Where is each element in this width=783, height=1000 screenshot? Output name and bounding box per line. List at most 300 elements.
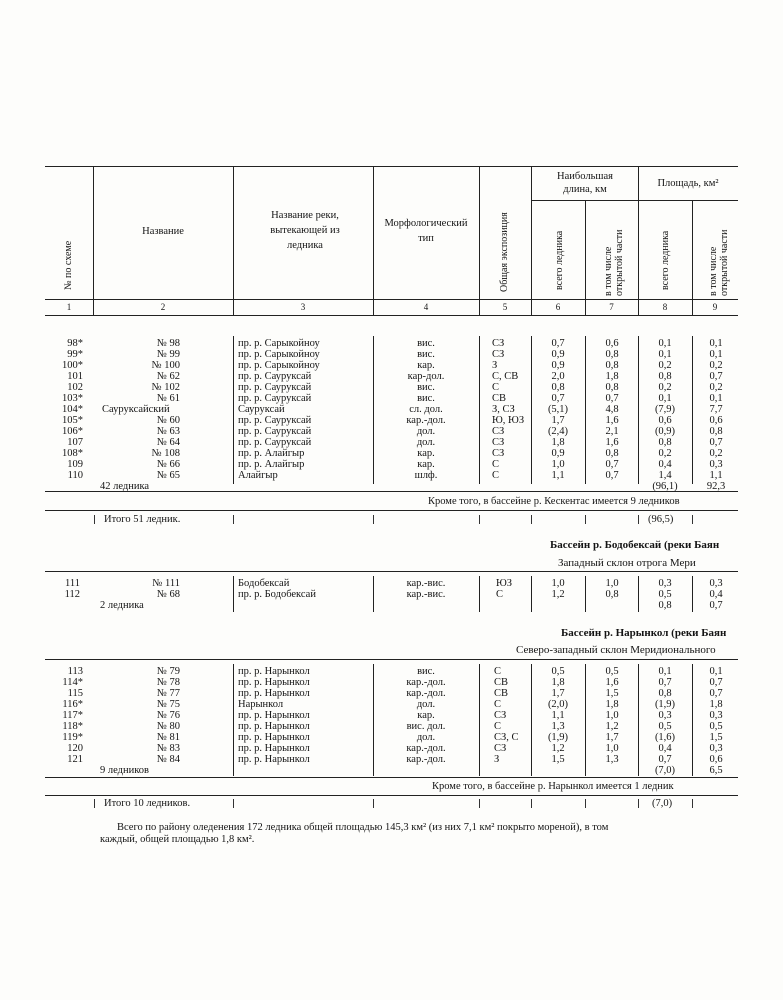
body-divider-4: [479, 664, 480, 776]
body-divider-5: [531, 664, 532, 776]
table-cell: вис.: [417, 393, 435, 404]
table-cell: 1,1: [709, 470, 723, 481]
column-number: 9: [712, 302, 718, 312]
footer-line-2: каждый, общей площадью 1,8 км².: [100, 834, 255, 845]
table-cell: 103*: [62, 393, 83, 404]
table-cell: 1,2: [605, 721, 619, 732]
table-cell: кар.-вис.: [406, 589, 446, 600]
table-cell: С: [494, 666, 502, 677]
s3-note-rule: [45, 777, 738, 778]
table-cell: 1,2: [551, 743, 565, 754]
table-cell: 1,6: [605, 437, 619, 448]
table-cell: пр. р. Сарыкойноу: [238, 338, 320, 349]
table-cell: 1,8: [605, 699, 619, 710]
table-cell: пр. р. Алайгыр: [238, 448, 305, 459]
s3-col-river: [238, 666, 370, 765]
body-divider-6: [585, 336, 586, 484]
table-cell: 102: [67, 382, 83, 393]
table-cell: 121: [67, 754, 83, 765]
table-cell: 0,9: [551, 349, 565, 360]
s2-col-exposure: [496, 578, 530, 600]
s2-col-area-total: [640, 578, 690, 611]
table-cell: № 108: [151, 448, 180, 459]
table-cell: СЗ, С: [494, 732, 519, 743]
table-cell: пр. р. Нарынкол: [238, 666, 310, 677]
table-cell: (1,6): [654, 732, 676, 743]
s2-col-length-open: [587, 578, 637, 600]
table-cell: С, СВ: [492, 371, 519, 382]
body-divider-7: [638, 336, 639, 484]
table-cell: кар.-дол.: [406, 688, 446, 699]
column-number: 8: [662, 302, 668, 312]
area-group-rule: [638, 200, 738, 201]
s2-col-type: [376, 578, 476, 600]
table-cell: № 100: [151, 360, 180, 371]
table-cell: № 61: [156, 393, 180, 404]
table-cell: 0,8: [709, 426, 723, 437]
body-divider-4: [479, 336, 480, 484]
s1-col-length-open: [587, 338, 637, 481]
table-cell: № 63: [156, 426, 180, 437]
table-cell: 0,1: [658, 393, 672, 404]
body-divider-2: [233, 664, 234, 776]
total-tick: [585, 799, 586, 808]
table-cell: Сауруксайский: [102, 404, 170, 415]
table-cell: 109: [67, 459, 83, 470]
total-tick: [373, 515, 374, 524]
header-area-total: всего ледника: [660, 230, 671, 290]
table-cell: 1,0: [551, 459, 565, 470]
header-number: № по схеме: [63, 240, 74, 290]
table-cell: С: [494, 699, 502, 710]
s3-total-label: Итого 10 ледников.: [104, 798, 191, 809]
table-cell: 1,4: [658, 470, 672, 481]
s2-rule: [45, 571, 738, 572]
s1-col-area-open: [694, 338, 738, 492]
table-cell: № 65: [156, 470, 180, 481]
column-number: 6: [555, 302, 561, 312]
table-cell: 0,1: [709, 666, 723, 677]
table-cell: 0,7: [658, 677, 672, 688]
s3-subtitle: Северо-западный склон Меридионального: [516, 644, 716, 656]
body-divider-6: [585, 576, 586, 612]
table-cell: дол.: [416, 437, 436, 448]
table-cell: 0,7: [551, 393, 565, 404]
s3-total-area: (7,0): [652, 798, 673, 809]
s3-col-area-open: [694, 666, 738, 776]
table-cell: вис.: [417, 349, 435, 360]
header-length-total: всего ледника: [554, 230, 565, 290]
table-cell: 0,3: [709, 710, 723, 721]
table-cell: (5,1): [547, 404, 569, 415]
table-cell: 1,5: [605, 688, 619, 699]
table-cell: 0,1: [709, 349, 723, 360]
table-cell: 1,8: [551, 677, 565, 688]
table-cell: 106*: [62, 426, 83, 437]
s3-col-exposure: [494, 666, 530, 765]
table-cell: № 66: [156, 459, 180, 470]
table-cell: 1,0: [605, 578, 619, 589]
s1-col-exposure: [492, 338, 530, 481]
table-cell: вис.: [417, 382, 435, 393]
table-cell: пр. р. Бодобексай: [238, 589, 316, 600]
body-divider-3: [373, 336, 374, 484]
table-cell: 1,1: [551, 470, 565, 481]
table-cell: З, СЗ: [492, 404, 515, 415]
body-divider-5: [531, 576, 532, 612]
total-tick: [94, 515, 95, 524]
body-divider-8: [692, 576, 693, 612]
table-cell: вис. дол.: [406, 721, 446, 732]
table-cell: 1,5: [709, 732, 723, 743]
table-cell: 119*: [62, 732, 83, 743]
table-cell: 0,8: [605, 448, 619, 459]
table-cell: вис.: [417, 666, 435, 677]
s1-note: Кроме того, в бассейне р. Кескентас имеется 9 ледников: [428, 496, 680, 507]
table-cell: № 75: [156, 699, 180, 710]
table-cell: пр. р. Сауруксай: [238, 437, 312, 448]
table-cell: СЗ: [492, 338, 505, 349]
table-cell: № 111: [152, 578, 180, 589]
table-cell: пр. р. Сауруксай: [238, 382, 312, 393]
table-cell: пр. р. Сауруксай: [238, 393, 312, 404]
header-area-open: в том числе открытой части: [708, 229, 730, 296]
table-cell: (96,1): [652, 481, 678, 492]
table-cell: 1,0: [605, 710, 619, 721]
col-divider-1: [93, 166, 94, 315]
body-divider-8: [692, 336, 693, 484]
table-cell: 110: [67, 470, 83, 481]
s3-col-area-total: [640, 666, 690, 776]
s2-col-length-total: [533, 578, 583, 600]
s2-col-number: [50, 578, 80, 600]
s3-col-name: [96, 666, 180, 765]
table-cell: 0,4: [709, 589, 723, 600]
total-tick: [531, 799, 532, 808]
col-divider-2: [233, 166, 234, 315]
table-cell: 101: [67, 371, 83, 382]
table-cell: 0,6: [709, 754, 723, 765]
table-cell: 1,2: [551, 589, 565, 600]
table-cell: СЗ: [494, 710, 507, 721]
col-divider-7: [638, 166, 639, 315]
table-cell: Алайгыр: [238, 470, 278, 481]
table-cell: 0,5: [551, 666, 565, 677]
table-cell: 0,7: [709, 600, 723, 611]
total-tick: [692, 515, 693, 524]
table-cell: 112: [64, 589, 80, 600]
table-cell: № 81: [156, 732, 180, 743]
table-cell: С: [496, 589, 504, 600]
column-number: 4: [423, 302, 429, 312]
s2-col-area-open: [694, 578, 738, 611]
table-cell: пр. р. Нарынкол: [238, 732, 310, 743]
total-tick: [531, 515, 532, 524]
table-cell: 1,3: [551, 721, 565, 732]
table-cell: пр. р. Сауруксай: [238, 426, 312, 437]
table-cell: № 83: [156, 743, 180, 754]
table-cell: пр. р. Сауруксай: [238, 415, 312, 426]
table-cell: 1,7: [551, 415, 565, 426]
table-cell: 111: [65, 578, 80, 589]
table-cell: 105*: [62, 415, 83, 426]
table-cell: сл. дол.: [409, 404, 443, 415]
body-divider-3: [373, 576, 374, 612]
table-cell: 108*: [62, 448, 83, 459]
s2-col-name: [96, 578, 180, 600]
s1-total-label: Итого 51 ледник.: [104, 514, 181, 525]
table-cell: 99*: [67, 349, 83, 360]
table-cell: 2,1: [605, 426, 619, 437]
total-tick: [233, 799, 234, 808]
table-cell: 0,8: [605, 382, 619, 393]
table-cell: 0,5: [658, 589, 672, 600]
col-divider-5: [531, 166, 532, 315]
total-tick: [479, 799, 480, 808]
table-cell: 116*: [62, 699, 83, 710]
s1-col-name: [96, 338, 180, 481]
table-cell: 0,1: [658, 349, 672, 360]
table-cell: кар.-дол.: [406, 754, 446, 765]
header-top-rule: [45, 166, 738, 167]
table-cell: 1,6: [605, 677, 619, 688]
table-cell: 0,1: [658, 338, 672, 349]
table-cell: СЗ: [492, 426, 505, 437]
table-cell: 0,3: [709, 743, 723, 754]
table-cell: вис.: [417, 338, 435, 349]
body-divider-4: [479, 576, 480, 612]
table-cell: № 68: [156, 589, 180, 600]
header-area-group: Площадь, км²: [657, 178, 719, 189]
s3-col-number: [50, 666, 83, 765]
table-cell: 0,3: [658, 710, 672, 721]
col-divider-8: [692, 200, 693, 315]
table-cell: № 60: [156, 415, 180, 426]
body-divider-6: [585, 664, 586, 776]
table-cell: 7,7: [709, 404, 723, 415]
body-divider-7: [638, 576, 639, 612]
table-cell: С: [494, 721, 502, 732]
table-cell: № 76: [156, 710, 180, 721]
total-tick: [373, 799, 374, 808]
table-cell: 92,3: [706, 481, 726, 492]
table-cell: 0,2: [709, 360, 723, 371]
table-cell: 0,2: [709, 448, 723, 459]
table-cell: № 98: [156, 338, 180, 349]
table-cell: пр. р. Алайгыр: [238, 459, 305, 470]
total-tick: [692, 799, 693, 808]
table-cell: 113: [67, 666, 83, 677]
table-cell: кар.-дол.: [406, 743, 446, 754]
body-divider-5: [531, 336, 532, 484]
column-number-rule: [45, 315, 738, 316]
table-cell: дол.: [416, 732, 436, 743]
s3-title: Бассейн р. Нарынкол (реки Баян: [561, 627, 727, 639]
table-cell: С: [492, 459, 500, 470]
table-cell: 1,0: [605, 743, 619, 754]
table-cell: № 84: [156, 754, 180, 765]
s1-col-number: [50, 338, 83, 481]
table-cell: (2,4): [547, 426, 569, 437]
table-cell: 0,9: [551, 360, 565, 371]
header-length-group: Наибольшая длина, км: [557, 171, 613, 195]
total-tick: [233, 515, 234, 524]
table-cell: 98*: [67, 338, 83, 349]
s3-rule: [45, 659, 738, 660]
table-cell: 0,7: [709, 677, 723, 688]
table-cell: 0,3: [658, 578, 672, 589]
s1-summary-label: 42 ледника: [100, 481, 150, 492]
table-cell: 0,6: [709, 415, 723, 426]
total-tick: [638, 799, 639, 808]
s3-col-type: [376, 666, 476, 765]
table-cell: 0,7: [605, 393, 619, 404]
table-cell: 0,1: [709, 338, 723, 349]
table-cell: кар.: [417, 360, 435, 371]
table-cell: 115: [67, 688, 83, 699]
table-cell: 0,1: [658, 666, 672, 677]
table-cell: 0,8: [658, 600, 672, 611]
total-tick: [479, 515, 480, 524]
table-cell: № 64: [156, 437, 180, 448]
table-cell: 1,8: [709, 699, 723, 710]
table-cell: 117*: [62, 710, 83, 721]
table-cell: (2,0): [547, 699, 569, 710]
table-cell: 1,6: [605, 415, 619, 426]
table-cell: 2,0: [551, 371, 565, 382]
table-cell: 1,3: [605, 754, 619, 765]
table-cell: пр. р. Нарынкол: [238, 710, 310, 721]
table-cell: пр. р. Сауруксай: [238, 371, 312, 382]
header-morph-type: Морфологический тип: [384, 218, 468, 244]
table-cell: СВ: [494, 688, 509, 699]
table-cell: СВ: [492, 393, 507, 404]
table-cell: З: [494, 754, 500, 765]
table-cell: 1,5: [551, 754, 565, 765]
table-cell: 0,5: [658, 721, 672, 732]
table-cell: 0,7: [709, 688, 723, 699]
table-cell: 0,4: [658, 743, 672, 754]
table-cell: (7,9): [654, 404, 676, 415]
s1-col-length-total: [533, 338, 583, 481]
s1-col-river: [238, 338, 370, 481]
table-cell: № 80: [156, 721, 180, 732]
table-cell: кар.-вис.: [406, 578, 446, 589]
body-divider-2: [233, 336, 234, 484]
total-tick: [638, 515, 639, 524]
column-number: 3: [300, 302, 306, 312]
table-cell: 0,3: [709, 578, 723, 589]
s3-summary-label: 9 ледников: [100, 765, 149, 776]
table-cell: кар.: [417, 448, 435, 459]
body-divider-7: [638, 664, 639, 776]
table-cell: (1,9): [654, 699, 676, 710]
table-cell: 1,8: [551, 437, 565, 448]
header-exposure: Общая экспозиция: [499, 212, 510, 292]
table-cell: 1,7: [551, 688, 565, 699]
table-cell: 1,7: [605, 732, 619, 743]
total-tick: [94, 799, 95, 808]
s2-summary-label: 2 ледника: [100, 600, 144, 611]
s1-total-rule: [45, 510, 738, 511]
table-cell: СВ: [494, 677, 509, 688]
s2-col-river: [238, 578, 370, 600]
s1-col-type: [376, 338, 476, 481]
table-cell: СЗ: [492, 349, 505, 360]
header-river: Название реки, вытекающей из ледника: [270, 210, 340, 251]
table-cell: 0,1: [709, 393, 723, 404]
table-cell: С: [492, 470, 500, 481]
table-cell: 0,7: [658, 754, 672, 765]
s1-col-area-total: [640, 338, 690, 492]
table-cell: 0,2: [709, 382, 723, 393]
table-cell: 6,5: [709, 765, 723, 776]
table-cell: Ю, ЮЗ: [492, 415, 525, 426]
col-divider-3: [373, 166, 374, 315]
s3-note: Кроме того, в бассейне р. Нарынкол имеется 1 ледник: [432, 781, 674, 792]
column-number: 2: [160, 302, 166, 312]
table-cell: № 62: [156, 371, 180, 382]
table-cell: 0,4: [658, 459, 672, 470]
table-cell: З: [492, 360, 498, 371]
table-cell: № 77: [156, 688, 180, 699]
table-cell: 120: [67, 743, 83, 754]
table-cell: С: [492, 382, 500, 393]
table-cell: 0,2: [658, 448, 672, 459]
table-cell: СЗ: [494, 743, 507, 754]
table-cell: 1,8: [605, 371, 619, 382]
table-cell: Бодобексай: [238, 578, 290, 589]
table-cell: 0,8: [658, 437, 672, 448]
table-cell: 0,7: [605, 470, 619, 481]
table-cell: 0,9: [551, 448, 565, 459]
table-cell: пр. р. Нарынкол: [238, 688, 310, 699]
table-cell: пр. р. Нарынкол: [238, 721, 310, 732]
total-tick: [585, 515, 586, 524]
table-cell: ЮЗ: [496, 578, 513, 589]
table-cell: пр. р. Сарыкойноу: [238, 360, 320, 371]
table-cell: 0,2: [658, 382, 672, 393]
table-cell: (0,9): [654, 426, 676, 437]
table-cell: № 99: [156, 349, 180, 360]
table-cell: 0,5: [605, 666, 619, 677]
table-cell: 1,0: [551, 578, 565, 589]
table-cell: № 78: [156, 677, 180, 688]
table-cell: (7,0): [654, 765, 676, 776]
table-cell: дол.: [416, 699, 436, 710]
table-cell: дол.: [416, 426, 436, 437]
table-cell: 114*: [62, 677, 83, 688]
s3-col-length-total: [533, 666, 583, 765]
table-cell: 0,8: [551, 382, 565, 393]
table-cell: 0,8: [605, 360, 619, 371]
table-cell: 0,8: [658, 371, 672, 382]
table-cell: пр. р. Сарыкойноу: [238, 349, 320, 360]
table-cell: пр. р. Нарынкол: [238, 743, 310, 754]
table-cell: пр. р. Нарынкол: [238, 677, 310, 688]
table-cell: кар-дол.: [407, 371, 445, 382]
table-cell: 1,1: [551, 710, 565, 721]
table-cell: 0,6: [658, 415, 672, 426]
table-cell: 118*: [62, 721, 83, 732]
table-cell: СЗ: [492, 448, 505, 459]
table-cell: 0,8: [605, 589, 619, 600]
table-cell: СЗ: [492, 437, 505, 448]
table-cell: 107: [67, 437, 83, 448]
table-cell: № 102: [151, 382, 180, 393]
s2-title: Бассейн р. Бодобексай (реки Баян: [550, 539, 720, 551]
column-number: 1: [66, 302, 72, 312]
